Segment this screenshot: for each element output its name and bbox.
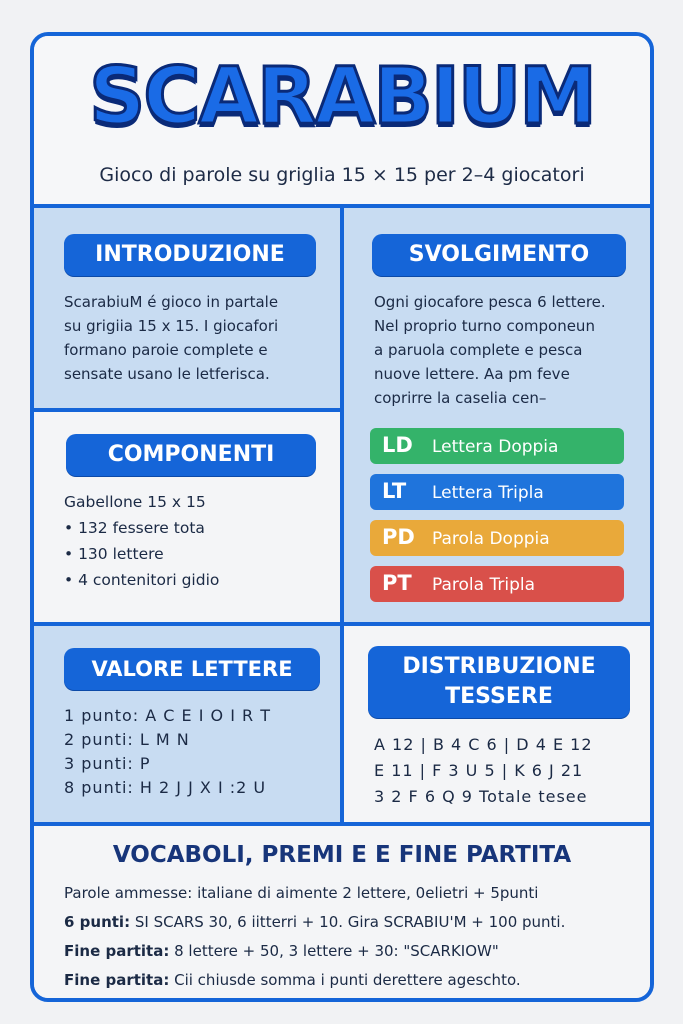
text-line: 1 punto: A C E I O I R T — [64, 706, 271, 725]
text-line: sensate usano le letferisca. — [64, 365, 270, 383]
heading-line: TESSERE — [445, 684, 553, 709]
game-title: SCARABIUM — [89, 52, 595, 142]
valore-text — [64, 704, 271, 800]
bonus-parola-doppia — [370, 520, 624, 556]
line-text: SI SCARS 30, 6 iitterri + 10. Gira SCRABIU'M + 100 punti. — [134, 913, 566, 931]
text-line: 3 2 F 6 Q 9 Totale tesee — [374, 787, 588, 806]
introduzione-heading: INTRODUZIONE — [64, 234, 316, 276]
bonus-lettera-doppia — [370, 428, 624, 464]
componenti-text — [64, 489, 219, 593]
heading-line: DISTRIBUZIONE — [402, 654, 596, 679]
bonus-code: PD — [382, 525, 415, 549]
text-line: formano paroie complete e — [64, 341, 268, 359]
text-line: 2 punti: L M N — [64, 730, 190, 749]
text-line: nuove lettere. Aa pm feve — [374, 365, 570, 383]
bonus-parola-tripla — [370, 566, 624, 602]
valore-heading: VALORE LETTERE — [64, 648, 320, 690]
distribuzione-heading — [368, 646, 630, 718]
divider-vertical — [340, 208, 344, 822]
bonus-code: LD — [382, 433, 413, 457]
svolgimento-text — [374, 290, 606, 410]
text-line: su grigiia 15 x 15. I giocafori — [64, 317, 279, 335]
divider-horizontal — [34, 622, 650, 626]
text-line: ScarabiuM é gioco in partale — [64, 293, 279, 311]
line-label: Fine partita: — [64, 942, 170, 960]
text-line: A 12 | B 4 C 6 | D 4 E 12 — [374, 735, 593, 754]
text-line: • 130 lettere — [64, 545, 164, 563]
text-line: coprirre la caselia cen– — [374, 389, 547, 407]
bonus-name: Parola Tripla — [432, 575, 535, 595]
game-subtitle: Gioco di parole su griglia 15 × 15 per 2–4 giocatori — [99, 164, 585, 186]
vocaboli-text — [64, 879, 565, 995]
bonus-name: Lettera Tripla — [432, 483, 544, 503]
text-line: 3 punti: P — [64, 754, 151, 773]
text-line — [64, 908, 565, 937]
bonus-name: Lettera Doppia — [432, 437, 559, 457]
introduzione-text — [64, 290, 278, 386]
distribuzione-text — [374, 732, 593, 810]
text-line — [64, 966, 565, 995]
vocaboli-heading: VOCABOLI, PREMI E E FINE PARTITA — [112, 842, 572, 868]
bonus-name: Parola Doppia — [432, 529, 550, 549]
divider-horizontal — [34, 408, 340, 412]
line-label: 6 punti: — [64, 913, 131, 931]
line-text: Cii chiusde somma i punti derettere ageschto. — [174, 971, 521, 989]
text-line: Gabellone 15 x 15 — [64, 493, 206, 511]
line-text: 8 lettere + 50, 3 lettere + 30: "SCARKIOW" — [174, 942, 499, 960]
text-line: Parole ammesse: italiane di aimente 2 lettere, 0elietri + 5punti — [64, 884, 539, 902]
bonus-code: LT — [382, 479, 407, 503]
bonus-code: PT — [382, 571, 412, 595]
text-line — [64, 937, 565, 966]
text-line: • 132 fessere tota — [64, 519, 205, 537]
text-line: • 4 contenitori gidio — [64, 571, 220, 589]
text-line: Nel proprio turno componeun — [374, 317, 595, 335]
svolgimento-heading: SVOLGIMENTO — [372, 234, 626, 276]
info-card — [30, 32, 654, 1002]
divider-horizontal — [34, 822, 650, 826]
text-line: 8 punti: H 2 J J X I :2 U — [64, 778, 267, 797]
line-label: Fine partita: — [64, 971, 170, 989]
componenti-heading: COMPONENTI — [66, 434, 316, 476]
text-line: Ogni giocafore pesca 6 lettere. — [374, 293, 606, 311]
text-line: E 11 | F 3 U 5 | K 6 J 21 — [374, 761, 584, 780]
header — [34, 36, 650, 208]
bonus-lettera-tripla — [370, 474, 624, 510]
text-line: a paruola complete e pesca — [374, 341, 583, 359]
